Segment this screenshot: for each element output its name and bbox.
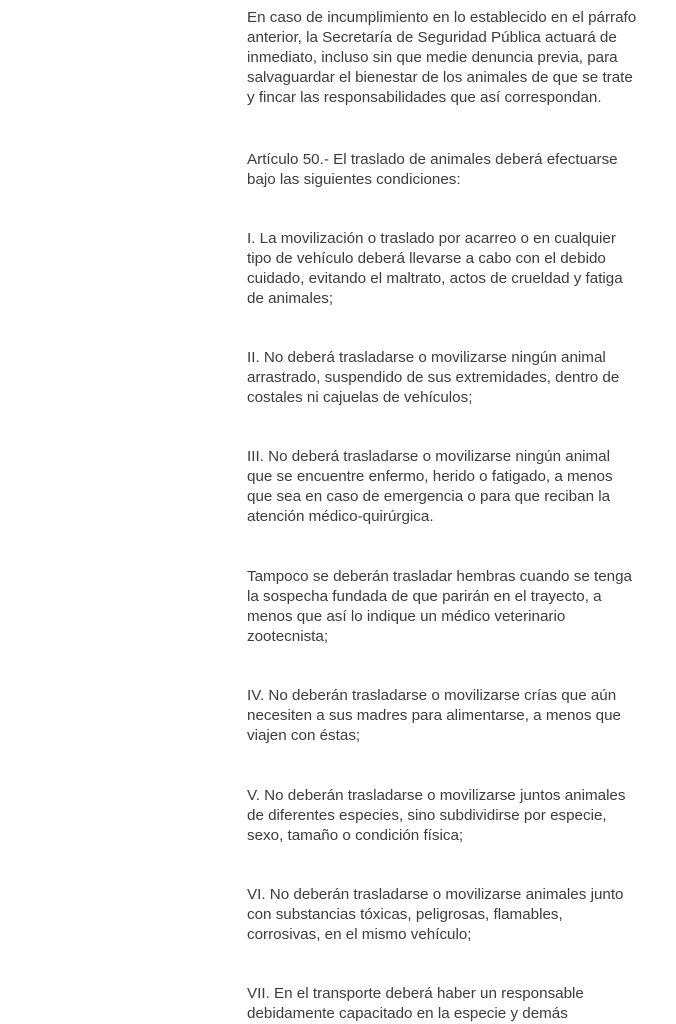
paragraph-fraccion-vii: VII. En el transporte deberá haber un responsable debidamente capacitado en la especie y demás xyxy=(247,985,584,1022)
paragraph-fraccion-iii: III. No deberá trasladarse o movilizarse ningún animal que se encuentre enfermo, herido o fatigado, a menos que sea en caso de emergencia o para que reciban la atención médico-quirúrgica. xyxy=(247,448,613,525)
paragraph-fraccion-i: I. La movilización o traslado por acarreo o en cualquier tipo de vehículo deberá llevarse a cabo con el debido cuidado, evitando el maltrato, actos de crueldad y fatiga de animales; xyxy=(247,230,623,307)
paragraph-fraccion-v: V. No deberán trasladarse o movilizarse juntos animales de diferentes especies, sino subdividirse por especie, sexo, tamaño o condición física; xyxy=(247,787,626,844)
paragraph-articulo-50: Artículo 50.- El traslado de animales deberá efectuarse bajo las siguientes condiciones: xyxy=(247,151,618,188)
paragraph-fraccion-ii: II. No deberá trasladarse o movilizarse ningún animal arrastrado, suspendido de sus extremidades, dentro de costales ni cajuelas de vehículos; xyxy=(247,349,620,406)
paragraph-fraccion-vi: VI. No deberán trasladarse o movilizarse animales junto con substancias tóxicas, peligrosas, flamables, corrosivas, en el mismo vehículo; xyxy=(247,886,624,943)
paragraph-fraccion-iv: IV. No deberán trasladarse o movilizarse crías que aún necesiten a sus madres para alimentarse, a menos que viajen con éstas; xyxy=(247,687,621,744)
paragraph-incumplimiento: En caso de incumplimiento en lo establecido en el párrafo anterior, la Secretaría de Seguridad Pública actuará de inmediato, incluso sin que medie denuncia previa, para salvaguardar el bienestar de los animales de que se trate y fincar las responsabilidades que así correspondan. xyxy=(247,9,637,106)
paragraph-hembras: Tampoco se deberán trasladar hembras cuando se tenga la sospecha fundada de que parirán en el trayecto, a menos que así lo indique un médico veterinario zootecnista; xyxy=(247,568,632,645)
